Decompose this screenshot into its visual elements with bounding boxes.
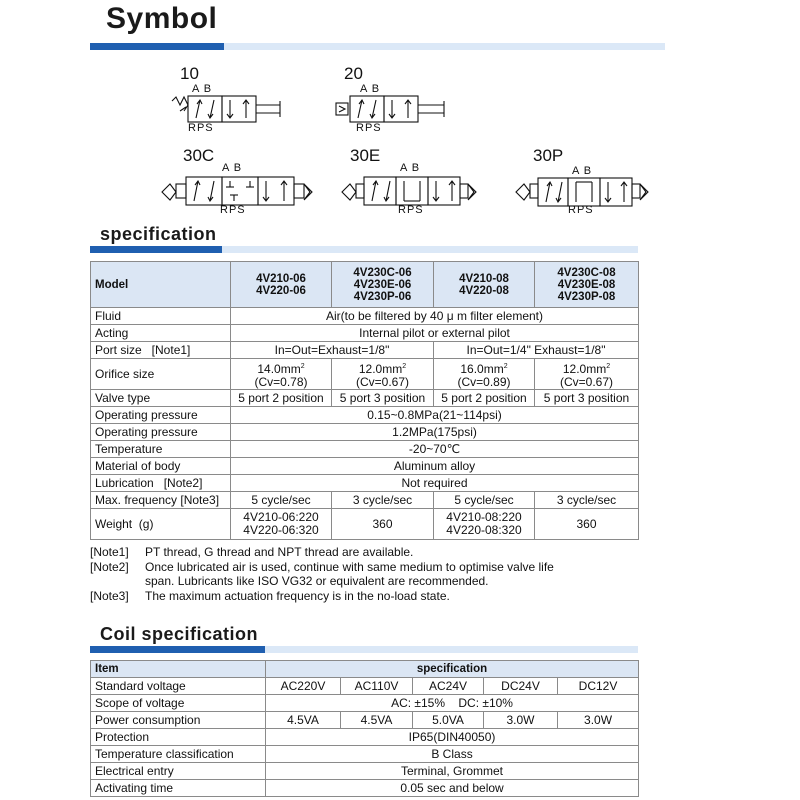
row-value: 5 port 3 position — [332, 390, 434, 407]
row-value: Aluminum alloy — [231, 458, 639, 475]
spec-row-max-frequency — [91, 492, 639, 509]
orifice-cell: $12.0mm^2$ (Cv=0.67) — [332, 359, 434, 390]
spec-title-rule — [90, 246, 638, 253]
spec-notes — [90, 545, 554, 603]
spec-row-port-size — [91, 342, 639, 359]
symbol-ports-bottom-10: RPS — [188, 122, 214, 134]
valve-symbol-20-icon — [334, 93, 446, 125]
row-value: AC220V — [266, 678, 341, 695]
coil-row-scope — [91, 695, 639, 712]
row-value: 1.2MPa(175psi) — [231, 424, 639, 441]
coil-row-activating — [91, 780, 639, 797]
note-1: [Note1] PT thread, G thread and NPT thread are available. — [90, 545, 414, 559]
symbol-label-30e: 30E — [350, 146, 381, 165]
row-value: 4V210-08:220 4V220-08:320 — [434, 509, 535, 540]
row-value: IP65(DIN40050) — [266, 729, 639, 746]
symbol-label-20: 20 — [344, 64, 363, 83]
symbol-ports-bottom-30p: RPS — [568, 204, 594, 216]
symbol-label-30p: 30P — [533, 146, 564, 165]
valve-symbol-30e-icon — [340, 174, 480, 208]
note-2: [Note2] Once lubricated air is used, continue with same medium to optimise valve life — [90, 559, 554, 574]
coil-title-rule — [90, 646, 638, 653]
row-value: AC: ±15% DC: ±10% — [266, 695, 639, 712]
row-value: DC24V — [484, 678, 558, 695]
symbol-title: Symbol — [106, 2, 218, 35]
coil-row-voltage — [91, 678, 639, 695]
row-label: Electrical entry — [91, 763, 266, 780]
row-value: In=Out=1/4" Exhaust=1/8" — [434, 342, 639, 359]
row-value: -20~70℃ — [231, 441, 639, 458]
row-value: 3.0W — [558, 712, 639, 729]
valve-symbol-30c-icon — [160, 174, 320, 208]
symbol-ports-top-10: A B — [192, 83, 213, 95]
row-label: Activating time — [91, 780, 266, 797]
orifice-cell: $16.0mm^2$ (Cv=0.89) — [434, 359, 535, 390]
spec-row-operating-pressure — [91, 407, 639, 424]
symbol-title-rule — [90, 43, 665, 50]
row-value: 3 cycle/sec — [332, 492, 434, 509]
symbol-ports-bottom-20: RPS — [356, 122, 382, 134]
header-col-3: 4V210-08 4V220-08 — [434, 262, 535, 308]
row-label: Max. frequency [Note3] — [91, 492, 231, 509]
valve-symbol-10-icon — [170, 93, 282, 125]
note-2-cont: span. Lubricants like ISO VG32 or equivalent are recommended. — [145, 574, 489, 588]
coil-row-entry — [91, 763, 639, 780]
header-col-2: 4V230C-06 4V230E-06 4V230P-06 — [332, 262, 434, 308]
coil-row-temp-class — [91, 746, 639, 763]
spec-row-temperature — [91, 441, 639, 458]
symbol-ports-top-30e: A B — [400, 162, 421, 174]
row-label: Operating pressure — [91, 424, 231, 441]
row-value: 5 cycle/sec — [434, 492, 535, 509]
row-label: Fluid — [91, 308, 231, 325]
row-value: Internal pilot or external pilot — [231, 325, 639, 342]
row-label: Operating pressure — [91, 407, 231, 424]
row-label: Power consumption — [91, 712, 266, 729]
spec-row-material — [91, 458, 639, 475]
spec-row-fluid — [91, 308, 639, 325]
row-value: 4V210-06:220 4V220-06:320 — [231, 509, 332, 540]
row-value: DC12V — [558, 678, 639, 695]
spec-title: specification — [100, 224, 217, 244]
spec-row-valve-type — [91, 390, 639, 407]
spec-row-orifice — [91, 359, 639, 390]
row-label: Scope of voltage — [91, 695, 266, 712]
orifice-cell: $14.0mm^2$ (Cv=0.78) — [231, 359, 332, 390]
row-value: 3 cycle/sec — [535, 492, 639, 509]
row-value: In=Out=Exhaust=1/8" — [231, 342, 434, 359]
symbol-label-10: 10 — [180, 64, 199, 83]
symbol-label-30c: 30C — [183, 146, 215, 165]
header-col-1: 4V210-06 4V220-06 — [231, 262, 332, 308]
spec-table — [90, 261, 639, 540]
symbol-ports-bottom-30c: RPS — [220, 204, 246, 216]
symbol-ports-bottom-30e: RPS — [398, 204, 424, 216]
row-value: B Class — [266, 746, 639, 763]
header-item: Item — [91, 661, 266, 678]
row-value: 4.5VA — [266, 712, 341, 729]
row-label: Valve type — [91, 390, 231, 407]
row-label: Protection — [91, 729, 266, 746]
row-label: Acting — [91, 325, 231, 342]
header-spec: specification — [266, 661, 639, 678]
row-label: Material of body — [91, 458, 231, 475]
row-value: 5 cycle/sec — [231, 492, 332, 509]
valve-symbol-30p-icon — [514, 176, 654, 210]
orifice-cell: $12.0mm^2$ (Cv=0.67) — [535, 359, 639, 390]
header-col-4: 4V230C-08 4V230E-08 4V230P-08 — [535, 262, 639, 308]
coil-header-row — [91, 661, 639, 678]
spec-row-weight — [91, 509, 639, 540]
row-value: 5 port 2 position — [231, 390, 332, 407]
symbol-ports-top-30c: A B — [222, 162, 243, 174]
spec-row-operating-pressure-2 — [91, 424, 639, 441]
row-label: Temperature — [91, 441, 231, 458]
row-value: 360 — [332, 509, 434, 540]
note-3: [Note3] The maximum actuation frequency is in the no-load state. — [90, 588, 450, 603]
row-value: 0.15~0.8MPa(21~114psi) — [231, 407, 639, 424]
coil-table — [90, 660, 639, 797]
row-value: Terminal, Grommet — [266, 763, 639, 780]
row-label: Port size [Note1] — [91, 342, 231, 359]
spec-header-row — [91, 262, 639, 308]
row-label: Orifice size — [91, 359, 231, 390]
row-label: Standard voltage — [91, 678, 266, 695]
spec-row-acting — [91, 325, 639, 342]
spec-row-lubrication — [91, 475, 639, 492]
row-label: Weight (g) — [91, 509, 231, 540]
symbol-ports-top-20: A B — [360, 83, 381, 95]
row-value: 5 port 2 position — [434, 390, 535, 407]
row-value: Air(to be filtered by 40 μ m filter element) — [231, 308, 639, 325]
row-value: Not required — [231, 475, 639, 492]
symbol-ports-top-30p: A B — [572, 165, 593, 177]
row-value: 5.0VA — [413, 712, 484, 729]
row-label: Lubrication [Note2] — [91, 475, 231, 492]
row-value: 5 port 3 position — [535, 390, 639, 407]
row-value: 3.0W — [484, 712, 558, 729]
row-label: Temperature classification — [91, 746, 266, 763]
coil-title: Coil specification — [100, 624, 259, 644]
coil-row-power — [91, 712, 639, 729]
row-value: AC24V — [413, 678, 484, 695]
row-value: 0.05 sec and below — [266, 780, 639, 797]
row-value: 4.5VA — [341, 712, 413, 729]
row-value: AC110V — [341, 678, 413, 695]
header-model: Model — [91, 262, 231, 308]
row-value: 360 — [535, 509, 639, 540]
coil-row-protection — [91, 729, 639, 746]
